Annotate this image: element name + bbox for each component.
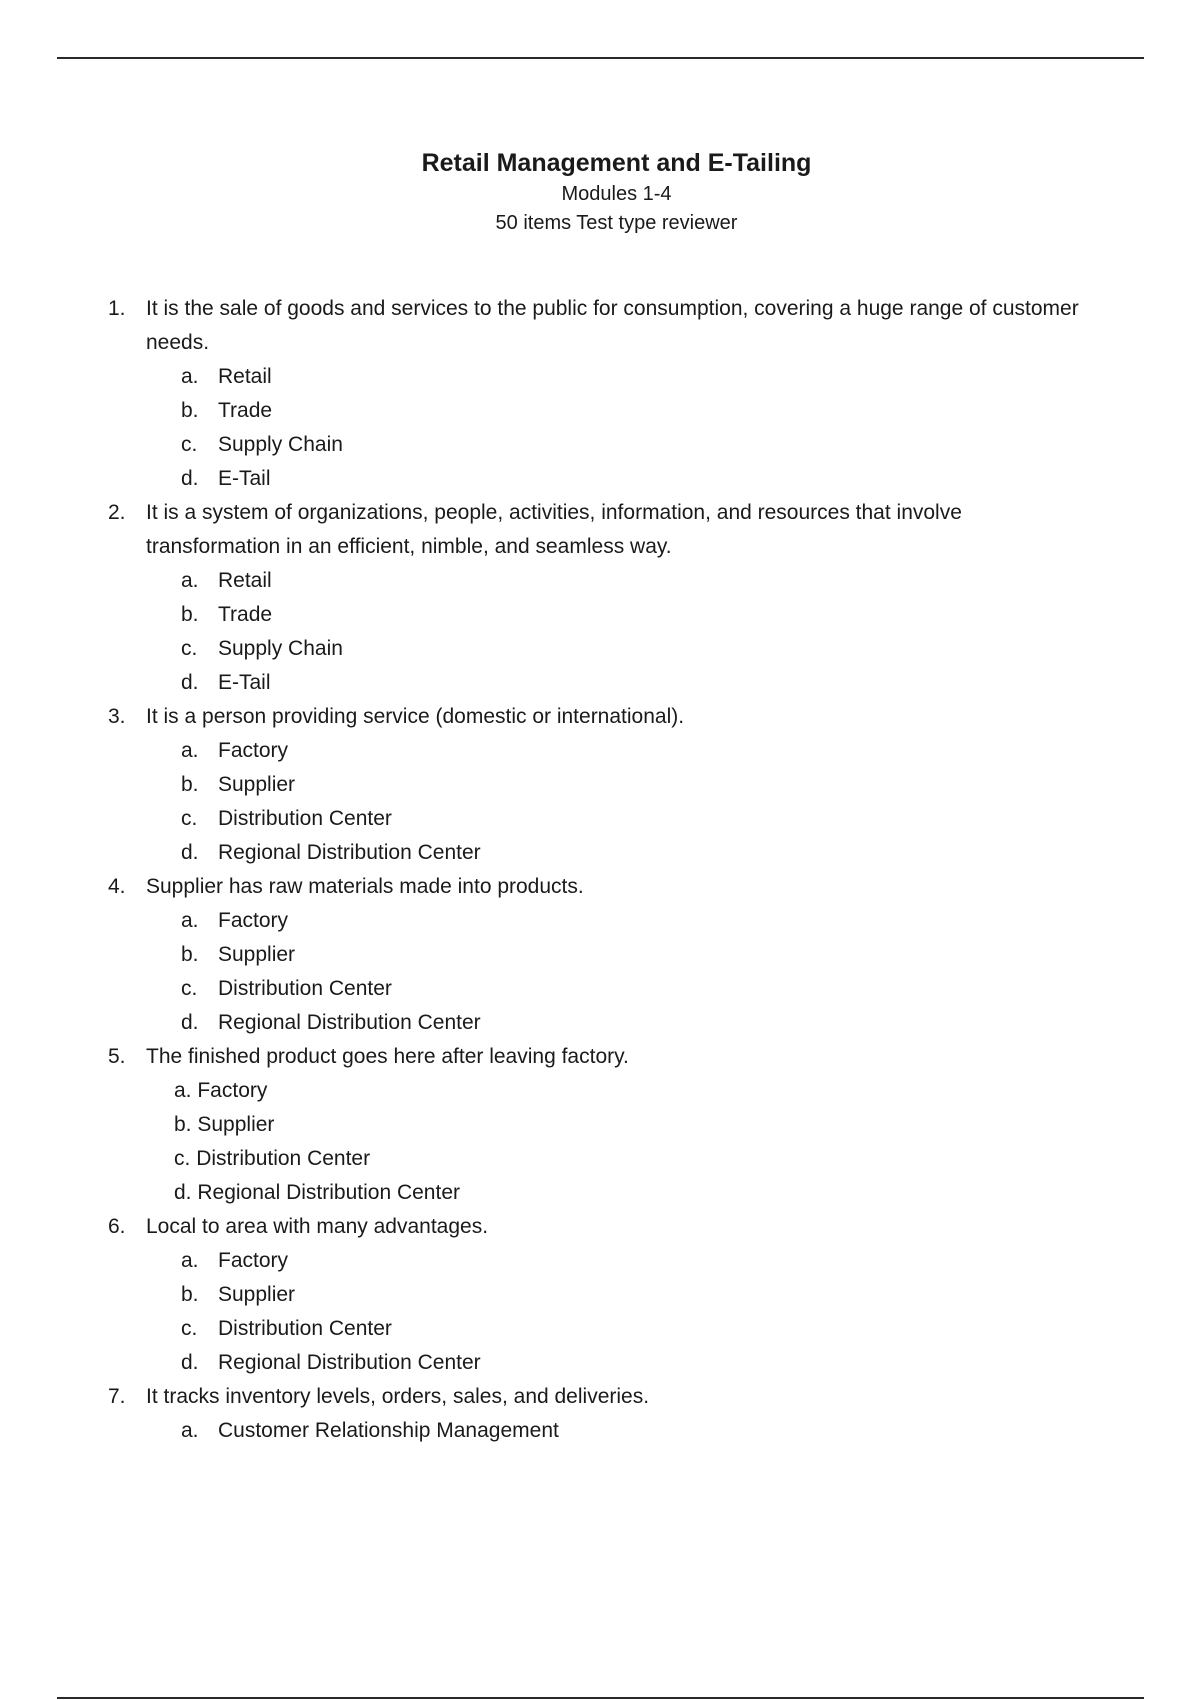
option-line xyxy=(174,1074,267,1108)
document-header xyxy=(0,146,1200,238)
option-2b xyxy=(0,598,1200,632)
option-letter: c. xyxy=(181,1317,198,1340)
option-7a xyxy=(0,1414,1200,1448)
question-3 xyxy=(0,700,1200,734)
option-6b xyxy=(0,1278,1200,1312)
option-3b xyxy=(0,768,1200,802)
option-5b xyxy=(0,1108,1200,1142)
option-text: Regional Distribution Center xyxy=(218,1351,481,1374)
option-line xyxy=(174,1142,370,1176)
question-number: 3. xyxy=(108,705,126,728)
question-text: Local to area with many advantages. xyxy=(146,1215,489,1238)
option-text: Factory xyxy=(218,909,289,932)
question-4 xyxy=(0,870,1200,904)
option-line xyxy=(174,1108,274,1142)
question-text: It is a system of organizations, people, activities, information, and resources that involve transformation in an efficient, nimble, and seamless way. xyxy=(146,501,962,558)
option-6d xyxy=(0,1346,1200,1380)
option-text: Regional Distribution Center xyxy=(197,1181,460,1204)
question-6 xyxy=(0,1210,1200,1244)
bottom-rule xyxy=(57,1697,1144,1699)
option-text: Distribution Center xyxy=(218,807,392,830)
question-text: It tracks inventory levels, orders, sales, and deliveries. xyxy=(146,1385,650,1408)
option-letter: a. xyxy=(181,569,199,592)
option-text: Factory xyxy=(218,1249,289,1272)
question-number: 7. xyxy=(108,1385,126,1408)
option-text: Regional Distribution Center xyxy=(218,1011,481,1034)
option-letter: c. xyxy=(174,1147,191,1170)
option-line xyxy=(174,1176,460,1210)
option-letter: d. xyxy=(174,1181,192,1204)
option-letter: d. xyxy=(181,841,199,864)
option-text: Supplier xyxy=(197,1113,275,1136)
option-text: E-Tail xyxy=(218,671,271,694)
option-text: E-Tail xyxy=(218,467,271,490)
option-text: Distribution Center xyxy=(218,1317,392,1340)
option-text: Distribution Center xyxy=(196,1147,371,1170)
option-letter: a. xyxy=(181,365,199,388)
option-letter: c. xyxy=(181,807,198,830)
option-3d xyxy=(0,836,1200,870)
question-list xyxy=(0,292,1200,1448)
question-number: 6. xyxy=(108,1215,126,1238)
question-text: It is the sale of goods and services to the public for consumption, covering a huge range of customer needs. xyxy=(146,297,1079,354)
option-2c xyxy=(0,632,1200,666)
option-text: Retail xyxy=(218,365,272,388)
option-text: Supplier xyxy=(218,943,296,966)
option-letter: a. xyxy=(181,739,199,762)
question-number: 2. xyxy=(108,501,126,524)
question-2 xyxy=(0,496,1200,564)
option-letter: d. xyxy=(181,671,199,694)
option-2a xyxy=(0,564,1200,598)
option-5a xyxy=(0,1074,1200,1108)
document-subtitle: Modules 1-4 xyxy=(561,183,672,205)
option-letter: b. xyxy=(181,399,199,422)
option-letter: a. xyxy=(181,909,199,932)
option-text: Supply Chain xyxy=(218,637,343,660)
option-5d xyxy=(0,1176,1200,1210)
option-letter: b. xyxy=(181,943,199,966)
question-number: 1. xyxy=(108,297,126,320)
question-text: Supplier has raw materials made into products. xyxy=(146,875,584,898)
option-letter: b. xyxy=(174,1113,192,1136)
option-letter: a. xyxy=(174,1079,192,1102)
option-text: Factory xyxy=(218,739,289,762)
top-rule xyxy=(57,57,1144,59)
option-4c xyxy=(0,972,1200,1006)
option-1a xyxy=(0,360,1200,394)
option-text: Trade xyxy=(218,603,273,626)
option-6c xyxy=(0,1312,1200,1346)
option-2d xyxy=(0,666,1200,700)
option-1d xyxy=(0,462,1200,496)
option-letter: c. xyxy=(181,433,198,456)
option-text: Supplier xyxy=(218,773,296,796)
option-text: Trade xyxy=(218,399,273,422)
option-text: Regional Distribution Center xyxy=(218,841,481,864)
option-letter: b. xyxy=(181,1283,199,1306)
document-description: 50 items Test type reviewer xyxy=(495,212,738,234)
option-1b xyxy=(0,394,1200,428)
option-3a xyxy=(0,734,1200,768)
document-title: Retail Management and E-Tailing xyxy=(421,149,812,177)
question-text: The finished product goes here after leaving factory. xyxy=(146,1045,629,1068)
option-letter: c. xyxy=(181,977,198,1000)
option-4a xyxy=(0,904,1200,938)
option-5c xyxy=(0,1142,1200,1176)
option-letter: c. xyxy=(181,637,198,660)
option-letter: d. xyxy=(181,1351,199,1374)
option-text: Retail xyxy=(218,569,272,592)
option-text: Customer Relationship Management xyxy=(218,1419,559,1442)
option-4b xyxy=(0,938,1200,972)
question-text: It is a person providing service (domestic or international). xyxy=(146,705,685,728)
option-1c xyxy=(0,428,1200,462)
option-text: Supply Chain xyxy=(218,433,343,456)
option-text: Factory xyxy=(197,1079,268,1102)
option-letter: b. xyxy=(181,603,199,626)
option-text: Supplier xyxy=(218,1283,296,1306)
option-letter: a. xyxy=(181,1249,199,1272)
option-letter: a. xyxy=(181,1419,199,1442)
option-letter: b. xyxy=(181,773,199,796)
question-number: 4. xyxy=(108,875,126,898)
option-letter: d. xyxy=(181,467,199,490)
question-7 xyxy=(0,1380,1200,1414)
option-text: Distribution Center xyxy=(218,977,392,1000)
question-number: 5. xyxy=(108,1045,126,1068)
option-6a xyxy=(0,1244,1200,1278)
question-5 xyxy=(0,1040,1200,1074)
option-4d xyxy=(0,1006,1200,1040)
question-1 xyxy=(0,292,1200,360)
option-3c xyxy=(0,802,1200,836)
option-letter: d. xyxy=(181,1011,199,1034)
